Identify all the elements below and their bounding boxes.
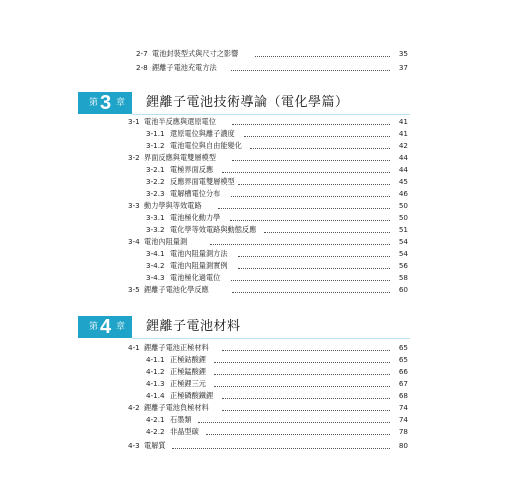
page-number: 44 [398,153,408,162]
section-number: 3-1.2 [146,141,165,150]
toc-entry [0,342,520,354]
page-number: 78 [398,427,408,436]
section-number: 3-3.1 [146,213,165,222]
leader-dots [244,128,390,137]
chapter-number: 3 [100,92,112,114]
section-number: 2-8 [136,63,148,72]
section-title: 電化學等效電路與動態反應 [170,225,257,234]
leader-dots [255,48,390,57]
leader-dots [231,62,390,71]
section-number: 4-1.2 [146,367,165,376]
section-number: 4-1.4 [146,391,165,400]
page-number: 74 [398,415,408,424]
section-number: 4-2 [128,403,140,412]
chapter-title: 鋰離子電池技術導論（電化學篇） [146,95,349,110]
leader-dots [232,284,390,293]
toc-entry [0,426,520,438]
toc-entry [0,116,520,128]
toc-entry [0,366,520,378]
section-number: 3-1.1 [146,129,165,138]
section-title: 界面反應與電雙層模型 [144,153,216,162]
section-title: 鋰離子電池充電方法 [152,63,217,72]
section-title: 電解槽電位分布 [170,189,221,198]
section-title: 鋰離子電池正極材料 [144,343,209,352]
section-number: 4-2.2 [146,427,165,436]
section-title: 電池極化過電位 [170,273,221,282]
page-number: 65 [398,355,408,364]
leader-dots [198,414,390,423]
section-number: 4-1.3 [146,379,165,388]
section-number: 4-3 [128,441,140,450]
page-number: 74 [398,403,408,412]
page-number: 45 [398,177,408,186]
page-number: 44 [398,165,408,174]
page-number: 60 [398,285,408,294]
section-title: 正極錳酸鋰 [170,367,206,376]
toc-entry [0,248,520,260]
leader-dots [238,176,390,185]
toc-entry [0,236,520,248]
toc-entry [0,176,520,188]
chapter-suffix: 章 [116,98,126,108]
leader-dots [250,140,390,149]
section-title: 電池電位與自由能變化 [170,141,242,150]
section-title: 鋰離子電池化學反應 [144,285,209,294]
page-number: 67 [398,379,408,388]
page-number: 51 [398,225,408,234]
leader-dots [172,440,390,449]
page-number: 58 [398,273,408,282]
section-number: 3-2.2 [146,177,165,186]
section-number: 3-5 [128,285,140,294]
section-number: 3-3.2 [146,225,165,234]
section-number: 4-1 [128,343,140,352]
page-number: 41 [398,129,408,138]
page-number: 37 [398,63,408,72]
leader-dots [210,236,390,245]
page-number: 66 [398,367,408,376]
section-number: 2-7 [136,49,148,58]
chapter-prefix: 第 [89,98,99,108]
toc-entry [0,200,520,212]
toc-entry [0,440,520,452]
toc-entry [0,390,520,402]
toc-entry [0,128,520,140]
leader-dots [214,354,390,363]
toc-entry [0,140,520,152]
chapter-rule [132,114,410,115]
leader-dots [222,342,390,351]
toc-entry [0,402,520,414]
toc-entry [0,284,520,296]
section-title: 電池半反應與還原電位 [144,117,216,126]
section-title: 電池內阻量測方法 [170,249,228,258]
chapter-title: 鋰離子電池材料 [146,319,241,334]
page-number: 41 [398,117,408,126]
page-number: 68 [398,391,408,400]
leader-dots [232,152,390,161]
leader-dots [214,366,390,375]
section-title: 非晶型碳 [170,427,199,436]
toc-entry [0,152,520,164]
leader-dots [230,212,390,221]
leader-dots [222,390,390,399]
section-number: 3-3 [128,201,140,210]
section-number: 3-2 [128,153,140,162]
toc-entry [0,224,520,236]
section-number: 3-4 [128,237,140,246]
leader-dots [231,188,390,197]
leader-dots [231,272,390,281]
toc-entry [0,354,520,366]
section-title: 電池封裝型式與尺寸之影響 [152,49,239,58]
section-title: 還原電位與離子濃度 [170,129,235,138]
page-number: 50 [398,213,408,222]
page-number: 46 [398,189,408,198]
toc-entry [0,48,520,60]
page-number: 56 [398,261,408,270]
section-number: 3-4.1 [146,249,165,258]
leader-dots [218,200,390,209]
section-title: 正極鋰三元 [170,379,206,388]
leader-dots [264,224,390,233]
section-number: 4-1.1 [146,355,165,364]
leader-dots [206,426,390,435]
leader-dots [238,248,390,257]
section-title: 電極界面反應 [170,165,214,174]
leader-dots [238,260,390,269]
section-title: 電池極化動力學 [170,213,221,222]
section-number: 3-2.1 [146,165,165,174]
page-number: 54 [398,249,408,258]
page-number: 54 [398,237,408,246]
chapter-number: 4 [100,316,112,338]
section-number: 3-4.2 [146,261,165,270]
leader-dots [214,378,390,387]
chapter-badge [78,316,132,338]
chapter-rule [132,338,410,339]
section-title: 正極鈷酸鋰 [170,355,206,364]
section-number: 3-2.3 [146,189,165,198]
section-number: 3-1 [128,117,140,126]
section-title: 石墨類 [170,415,192,424]
chapter-heading [0,316,520,340]
toc-entry [0,188,520,200]
page-number: 42 [398,141,408,150]
toc-entry [0,414,520,426]
chapter-prefix: 第 [89,322,99,332]
section-number: 3-4.3 [146,273,165,282]
section-title: 電解質 [144,441,166,450]
toc-entry [0,164,520,176]
toc-entry [0,272,520,284]
section-title: 反應界面電雙層模型 [170,177,235,186]
toc-entry [0,212,520,224]
leader-dots [222,164,390,173]
page-number: 80 [398,441,408,450]
leader-dots [222,402,390,411]
page-number: 35 [398,49,408,58]
section-title: 鋰離子電池負極材料 [144,403,209,412]
chapter-badge [78,92,132,114]
section-title: 正極磷酸鐵鋰 [170,391,214,400]
section-title: 動力學與等效電路 [144,201,202,210]
section-title: 電池內阻量測實例 [170,261,228,270]
leader-dots [232,116,390,125]
toc-entry [0,62,520,74]
chapter-heading [0,92,520,116]
page-number: 50 [398,201,408,210]
page-number: 65 [398,343,408,352]
section-number: 4-2.1 [146,415,165,424]
chapter-suffix: 章 [116,322,126,332]
toc-entry [0,378,520,390]
section-title: 電池內阻量測 [144,237,188,246]
toc-entry [0,260,520,272]
